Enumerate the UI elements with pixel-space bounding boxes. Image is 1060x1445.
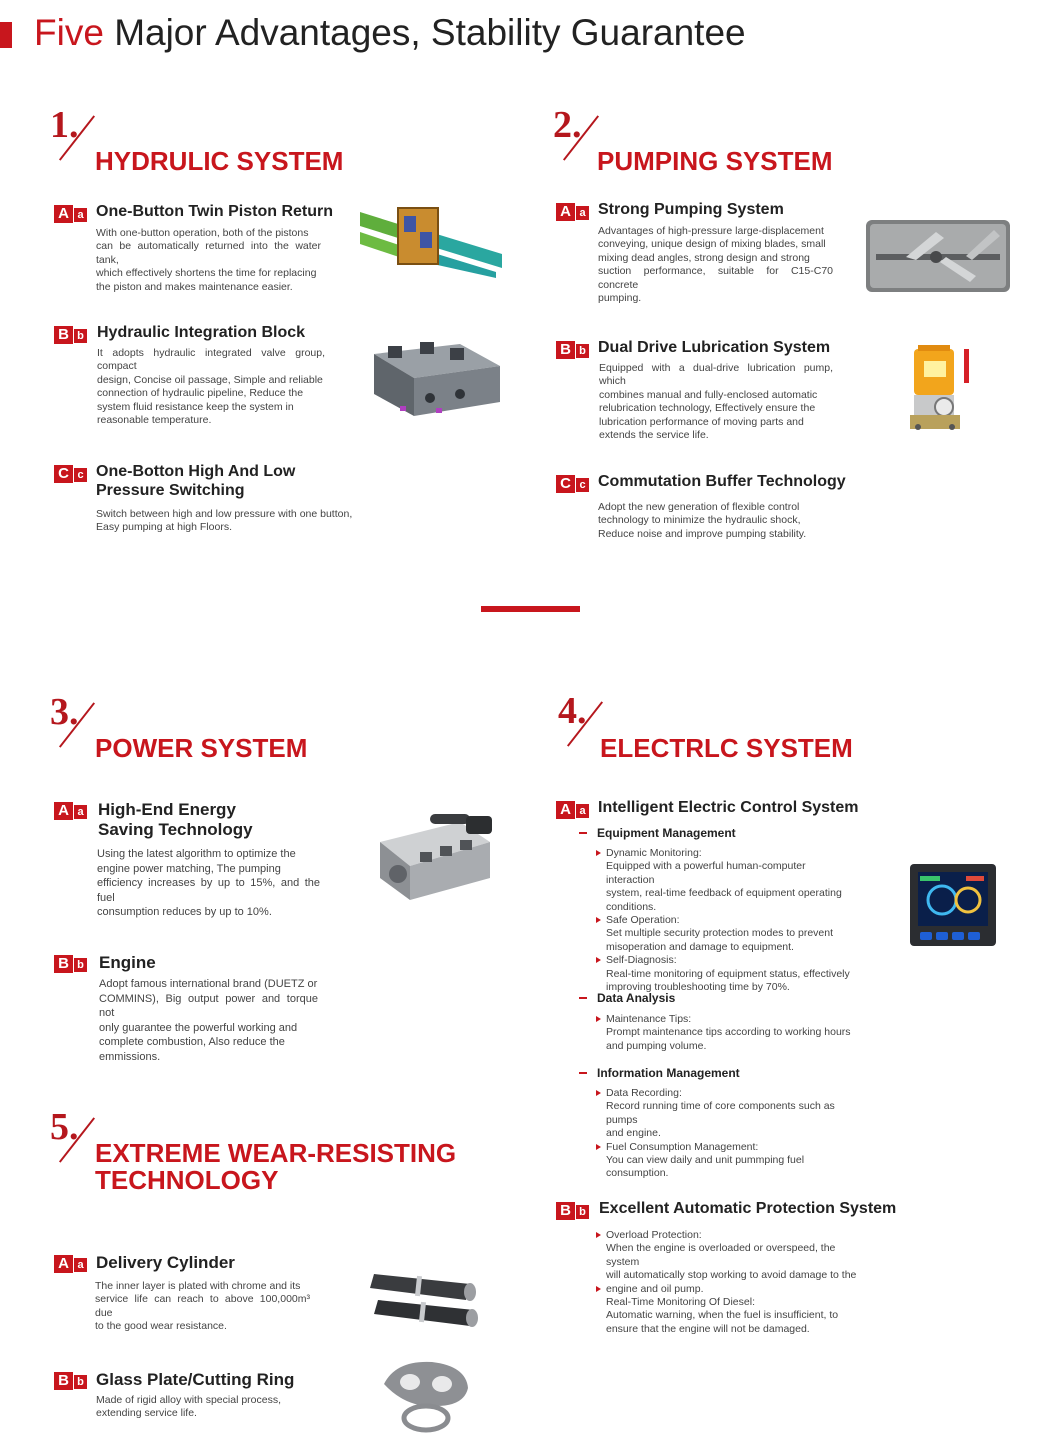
section-title: ELECTRLC SYSTEM: [600, 733, 853, 763]
item-title: Delivery Cylinder: [96, 1253, 235, 1272]
list-item: Real-Time Monitoring Of Diesel: Automatic warning, when the fuel is insufficient, to ensure that the engine will not be damaged.: [606, 1296, 864, 1336]
bullet-list: [606, 1087, 868, 1181]
group-dash: [579, 997, 587, 999]
item-description: Equipped with a dual-drive lubrication pump, which combines manual and fully-enclosed automatic relubrication technology, Effectively ensure the lubrication performance of moving parts and extends the service life.: [599, 362, 833, 442]
bullet-list: [606, 1229, 864, 1336]
bullet-list: [606, 847, 856, 994]
item-badge: B b: [54, 326, 88, 344]
section-title: POWER SYSTEM: [95, 733, 308, 763]
item-badge: A a: [54, 802, 88, 820]
item-title: Hydraulic Integration Block: [97, 324, 306, 341]
list-item: Data Recording: Record running time of core components such as pumps and engine.: [606, 1087, 868, 1141]
item-badge: B b: [556, 341, 590, 359]
section-title: PUMPING SYSTEM: [597, 146, 833, 176]
page-title-rest: Major Advantages, Stability Guarantee: [114, 12, 746, 53]
list-item: Overload Protection: When the engine is overloaded or overspeed, the system will automatically stop working to avoid damage to the engine and oil pump.: [606, 1229, 864, 1296]
engine-image: [370, 812, 496, 904]
section-number: 2.: [553, 104, 582, 146]
mixing-blade-image: [866, 220, 1010, 292]
list-item: Fuel Consumption Management: You can view daily and unit pummping fuel consumption.: [606, 1141, 868, 1181]
list-item: Safe Operation: Set multiple security protection modes to prevent misoperation and damage to equipment.: [606, 914, 856, 954]
valve-block-image: [370, 340, 502, 418]
bullet-list: [606, 1013, 856, 1053]
item-badge: B b: [54, 955, 88, 973]
item-title: Excellent Automatic Protection System: [599, 1200, 897, 1217]
page-title: [34, 12, 746, 54]
header-accent-bar: [0, 22, 12, 48]
group-heading: Information Management: [597, 1066, 740, 1080]
item-description: Switch between high and low pressure with one button, Easy pumping at high Floors.: [96, 508, 353, 534]
cutting-ring-image: [376, 1354, 472, 1434]
section-number: 3.: [50, 691, 79, 733]
section-title: HYDRULIC SYSTEM: [95, 146, 344, 176]
item-badge: A a: [556, 801, 590, 819]
item-badge: A a: [54, 1255, 88, 1273]
item-title: High-End Energy Saving Technology: [98, 800, 253, 840]
delivery-cylinder-image: [370, 1266, 478, 1334]
item-title: One-Button Twin Piston Return: [96, 203, 334, 220]
group-dash: [579, 1072, 587, 1074]
section-number: 5.: [50, 1106, 79, 1148]
item-description: Made of rigid alloy with special process, extending service life.: [96, 1394, 282, 1420]
group-heading: Equipment Management: [597, 826, 736, 840]
item-description: It adopts hydraulic integrated valve group, compact design, Concise oil passage, Simple and reliable connection of hydraulic pipeline, Reduce the system fluid resistance keep the system in reasonable temperature.: [97, 347, 325, 427]
lubrication-pump-image: [908, 343, 974, 433]
twin-piston-image: [360, 204, 502, 278]
list-item: Self-Diagnosis: Real-time monitoring of equipment status, effectively improving troubleshooting time by 70%.: [606, 954, 856, 994]
item-description: Adopt the new generation of flexible control technology to minimize the hydraulic shock, Reduce noise and improve pumping stability.: [598, 501, 807, 540]
item-badge: C c: [556, 475, 590, 493]
item-badge: B b: [54, 1372, 88, 1390]
list-item: Dynamic Monitoring: Equipped with a powerful human-computer interaction system, real-time feedback of equipment operating conditions.: [606, 847, 856, 914]
section-number: 4.: [558, 690, 587, 732]
item-description: With one-button operation, both of the pistons can be automatically returned into the water tank, which effectively shortens the time for replacing the piston and makes maintenance easier.: [96, 227, 321, 293]
list-item: Maintenance Tips: Prompt maintenance tips according to working hours and pumping volume.: [606, 1013, 856, 1053]
item-title: One-Botton High And Low Pressure Switching: [96, 463, 296, 499]
item-title: Engine: [99, 953, 156, 972]
group-heading: Data Analysis: [597, 991, 676, 1005]
item-description: Using the latest algorithm to optimize the engine power matching, The pumping efficiency increases by up to 15%, and the fuel consumption reduces by up to 10%.: [97, 848, 320, 918]
item-title: Commutation Buffer Technology: [598, 473, 846, 490]
item-badge: A a: [54, 205, 88, 223]
item-badge: B b: [556, 1202, 590, 1220]
page-title-highlight: Five: [34, 12, 104, 53]
item-title: Glass Plate/Cutting Ring: [96, 1370, 295, 1389]
item-description: Adopt famous international brand (DUETZ or COMMINS), Big output power and torque not only guarantee the powerful working and complete combustion, Also reduce the emmissions.: [99, 978, 318, 1063]
item-badge: A a: [556, 203, 590, 221]
section-divider: [481, 606, 580, 612]
group-dash: [579, 832, 587, 834]
item-badge: C c: [54, 465, 88, 483]
control-panel-image: [910, 864, 996, 946]
section-title: EXTREME WEAR-RESISTING TECHNOLOGY: [95, 1138, 457, 1196]
item-title: Intelligent Electric Control System: [598, 799, 859, 816]
item-title: Dual Drive Lubrication System: [598, 339, 831, 356]
item-title: Strong Pumping System: [598, 201, 784, 218]
section-number: 1.: [50, 104, 79, 146]
item-description: Advantages of high-pressure large-displacement conveying, unique design of mixing blades, small mixing dead angles, strong design and strong suction performance, suitable for C15-C70 concrete pumping.: [598, 225, 833, 305]
item-description: The inner layer is plated with chrome and its service life can reach to above 100,000m³ due to the good wear resistance.: [95, 1280, 310, 1333]
